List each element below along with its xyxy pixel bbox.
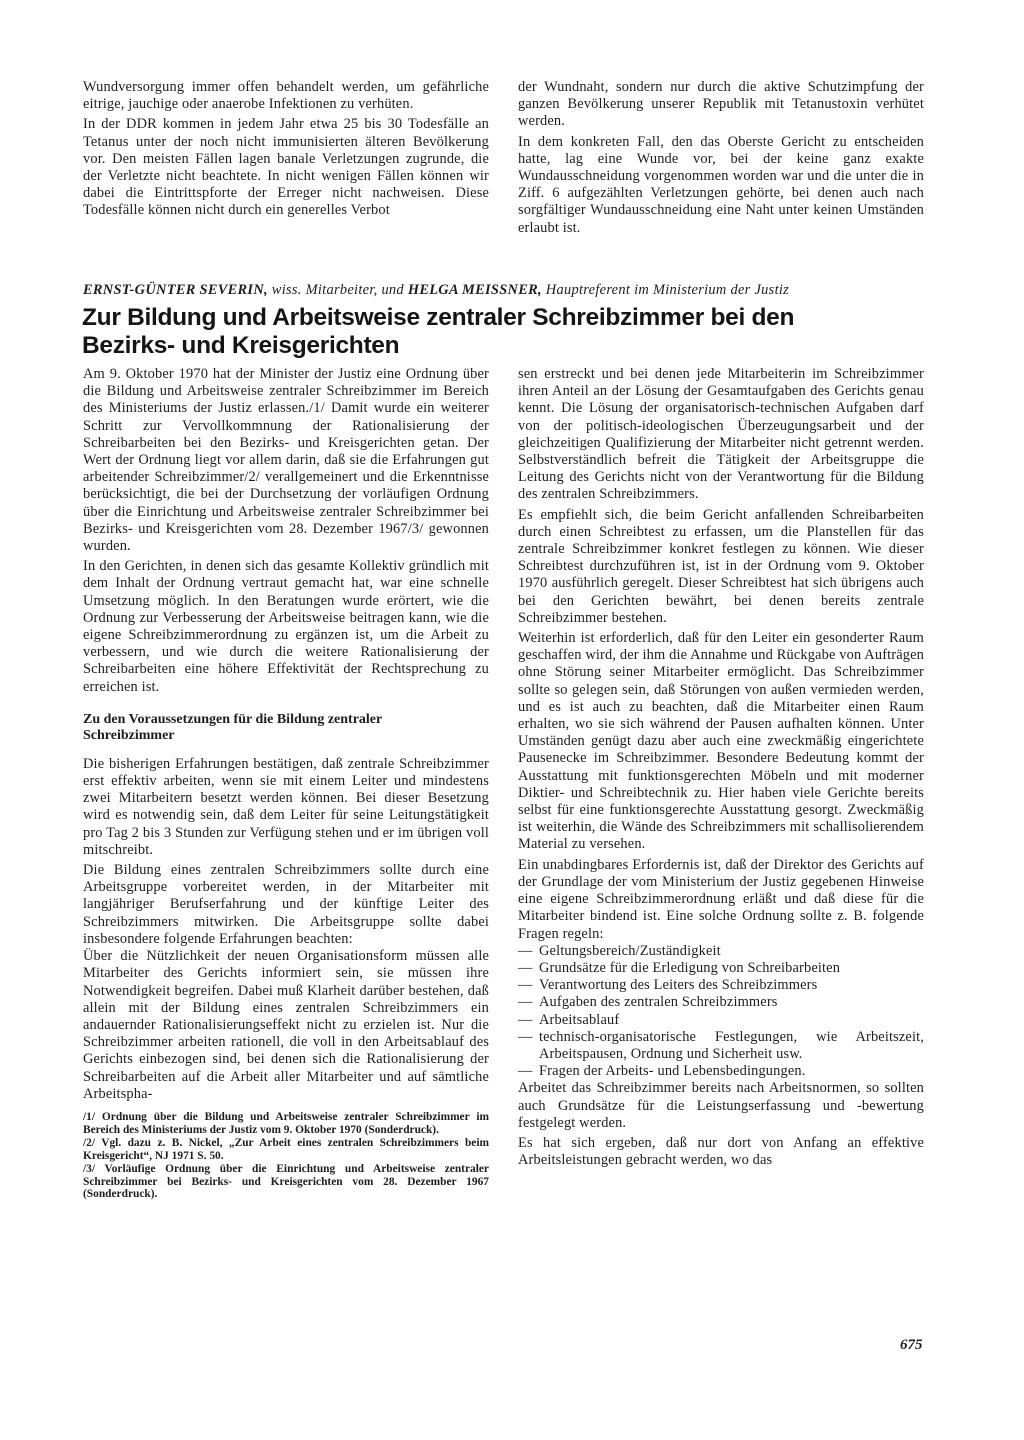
- list-item: — Aufgaben des zentralen Schreibzimmers: [518, 994, 924, 1011]
- paragraph: sen erstreckt und bei denen jede Mitarbeiterin im Schreibzimmer ihren Anteil an der Lösung der Gesamtaufgaben des Gerichts genau kennt. Die Lösung der organisatorisch-technischen Aufgaben darf von der politisch-ideologischen Überzeugungsarbeit und der gleichzeitigen Qualifizierung der Mitarbeiter nicht getrennt werden. Selbstverständlich befreit die Tätigkeit der Arbeitsgruppe die Leitung des Gerichts nicht von der Verantwortung für die Bildung des zentralen Schreibzimmers.: [518, 366, 924, 503]
- top-right-column: [518, 79, 924, 237]
- regulation-list: [518, 943, 924, 1081]
- page-number: 675: [900, 1337, 923, 1353]
- list-item: — Geltungsbereich/Zuständigkeit: [518, 943, 924, 960]
- article-right-column: [518, 366, 924, 1169]
- top-left-column: [83, 79, 489, 220]
- paragraph: Es hat sich ergeben, daß nur dort von Anfang an effektive Arbeitsleistungen gebracht werden, wo das: [518, 1134, 924, 1169]
- list-item: — Grundsätze für die Erledigung von Schreibarbeiten: [518, 960, 924, 977]
- author-role: Hauptreferent im Ministerium der Justiz: [541, 282, 790, 298]
- author-name: ERNST-GÜNTER SEVERIN,: [83, 282, 268, 298]
- list-item: — technisch-organisatorische Festlegungen, wie Arbeitszeit, Arbeitspausen, Ordnung und Sicherheit usw.: [518, 1029, 924, 1063]
- article-left-column: [83, 366, 489, 1201]
- paragraph: In dem konkreten Fall, den das Oberste Gericht zu entscheiden hatte, lag eine Wunde vor, bei der keine ganz exakte Wundausschneidung vorgenommen worden war und die unter die in Ziff. 6 aufgezählten Verletzungen gehörte, bei denen auch nach sorgfältiger Wundausschneidung eine Naht unter keinen Umständen erlaubt ist.: [518, 133, 924, 236]
- paragraph: In den Gerichten, in denen sich das gesamte Kollektiv gründlich mit dem Inhalt der Ordnung vertraut gemacht hat, war eine schnelle Umsetzung möglich. In den Beratungen wurde erörtert, wie die Ordnung zur Verbesserung der Arbeitsweise beitragen kann, wie die eigene Schreibzimmerordnung zu ergänzen ist, um die Arbeit zu verbessern, und wie durch die weitere Rationalisierung der Schreibarbeiten eine höhere Effektivität der Rechtsprechung zu erreichen ist.: [83, 558, 489, 695]
- footnote: /1/ Ordnung über die Bildung und Arbeitsweise zentraler Schreibzimmer im Bereich des Ministeriums der Justiz vom 9. Oktober 1970 (Sonderdruck).: [83, 1110, 489, 1136]
- paragraph: Es empfiehlt sich, die beim Gericht anfallenden Schreibarbeiten durch einen Schreibtest zu erfassen, um die Planstellen für das zentrale Schreibzimmer konkret festlegen zu können. Wie dieser Schreibtest durchzuführen ist, ist in der Ordnung vom 9. Oktober 1970 ausführlich geregelt. Dieser Schreibtest hat sich übrigens auch bei den Gerichten bewährt, bei denen bereits zentrale Schreibzimmer bestehen.: [518, 506, 924, 626]
- paragraph: In der DDR kommen in jedem Jahr etwa 25 bis 30 Todesfälle an Tetanus unter der noch nicht immunisierten älteren Bevölkerung vor. Den meisten Fällen lagen banale Verletzungen zugrunde, die der Verletzte nicht beachtete. In nicht wenigen Fällen können wir dabei die Eintrittspforte der Erreger nicht nachweisen. Diese Todesfälle können nicht durch ein generelles Verbot: [83, 116, 489, 219]
- paragraph: der Wundnaht, sondern nur durch die aktive Schutzimpfung der ganzen Bevölkerung unserer Republik mit Tetanustoxin verhütet werden.: [518, 79, 924, 130]
- paragraph: Weiterhin ist erforderlich, daß für den Leiter ein gesonderter Raum geschaffen wird, der ihm die Annahme und Rückgabe von Aufträgen ohne Störung seiner Mitarbeiter ermöglicht. Das Schreibzimmer sollte so gelegen sein, daß Störungen von außen vermieden werden, und es ist auch zu beachten, daß die Mitarbeiter einen Raum erhalten, wo sie sich während der Pausen aufhalten können. Unter Umständen genügt dazu aber auch eine zweckmäßig eingerichtete Pausenecke im Schreibzimmer. Besondere Bedeutung kommt der Ausstattung mit funktionsgerechten Möbeln und mit moderner Diktier- und Schreibtechnik zu. Hier haben viele Gerichte bereits selbst für eine funktionsgerechte Ausstattung gesorgt. Zweckmäßig ist weiterhin, die Wände des Schreibzimmers mit schallisolierendem Material zu versehen.: [518, 630, 924, 853]
- author-role: wiss. Mitarbeiter, und: [267, 282, 408, 298]
- paragraph: Über die Nützlichkeit der neuen Organisationsform müssen alle Mitarbeiter des Gerichts informiert sein, sie müssen ihre Notwendigkeit begreifen. Dabei muß Klarheit darüber bestehen, daß allein mit der Bildung eines zentralen Schreibzimmers ein andauernder Rationalisierungseffekt nicht zu erzielen ist. Nur die Schreibzimmer arbeiten rationell, die voll in den Arbeitsablauf des Gerichts einbezogen sind, bei denen sich die Rationalisierung der Schreibarbeiten auf die Arbeit aller Mitarbeiter und auf sämtliche Arbeitspha-: [83, 948, 489, 1102]
- list-item: — Verantwortung des Leiters des Schreibzimmers: [518, 977, 924, 994]
- paragraph: Arbeitet das Schreibzimmer bereits nach Arbeitsnormen, so sollten auch Grundsätze für die Leistungserfassung und -bewertung festgelegt werden.: [518, 1080, 924, 1131]
- footnote: /2/ Vgl. dazu z. B. Nickel, „Zur Arbeit eines zentralen Schreibzimmers beim Kreisgericht“, NJ 1971 S. 50.: [83, 1137, 489, 1162]
- footnotes: [83, 1111, 489, 1201]
- article-byline: [83, 282, 933, 299]
- list-item: — Fragen der Arbeits- und Lebensbedingungen.: [518, 1063, 924, 1080]
- author-name: HELGA MEISSNER,: [407, 282, 542, 298]
- paragraph: Die Bildung eines zentralen Schreibzimmers sollte durch eine Arbeitsgruppe vorbereitet werden, in der Mitarbeiter mit langjähriger Berufserfahrung und der künftige Leiter des Schreibzimmers mitwirken. Die Arbeitsgruppe sollte dabei insbesondere folgende Erfahrungen beachten:: [83, 862, 489, 947]
- paragraph: Die bisherigen Erfahrungen bestätigen, daß zentrale Schreibzimmer erst effektiv arbeiten, wenn sie mit einem Leiter und mindestens zwei Mitarbeitern besetzt werden können. Bei dieser Besetzung wird es notwendig sein, daß dem Leiter für seine Leitungstätigkeit pro Tag 2 bis 3 Stunden zur Verfügung stehen und er im übrigen voll mitschreibt.: [83, 755, 489, 858]
- section-heading: Zu den Voraussetzungen für die Bildung zentraler Schreibzimmer: [83, 711, 382, 744]
- paragraph: Am 9. Oktober 1970 hat der Minister der Justiz eine Ordnung über die Bildung und Arbeitsweise zentraler Schreibzimmer im Bereich des Ministeriums der Justiz erlassen./1/ Damit wurde ein weiterer Schritt zur Vervollkommnung der Rationalisierung der Schreibarbeiten bei den Bezirks- und Kreisgerichten getan. Der Wert der Ordnung liegt vor allem darin, daß sie die Erfahrungen gut arbeitender Schreibzimmer/2/ verallgemeinert und die Erkenntnisse berücksichtigt, die bei der Durchsetzung der vorläufigen Ordnung über die Einrichtung und Arbeitsweise zentraler Schreibzimmer bei Bezirks- und Kreisgerichten vom 28. Dezember 1967/3/ gewonnen wurden.: [83, 366, 489, 555]
- article-title: Zur Bildung und Arbeitsweise zentraler Schreibzimmer bei den Bezirks- und Kreisgerichten: [82, 304, 795, 359]
- paragraph: Wundversorgung immer offen behandelt werden, um gefährliche eitrige, jauchige oder anaerobe Infektionen zu verhüten.: [83, 79, 489, 113]
- list-item: — Arbeitsablauf: [518, 1012, 924, 1029]
- footnote: /3/ Vorläufige Ordnung über die Einrichtung und Arbeitsweise zentraler Schreibzimmer bei Bezirks- und Kreisgerichten vom 28. Dezember 1967 (Sonderdruck).: [83, 1163, 489, 1201]
- paragraph: Ein unabdingbares Erfordernis ist, daß der Direktor des Gerichts auf der Grundlage der vom Ministerium der Justiz gegebenen Hinweise eine eigene Schreibzimmerordnung erläßt und daß diese für die Mitarbeiter bindend ist. Eine solche Ordnung sollte z. B. folgende Fragen regeln:: [518, 856, 924, 942]
